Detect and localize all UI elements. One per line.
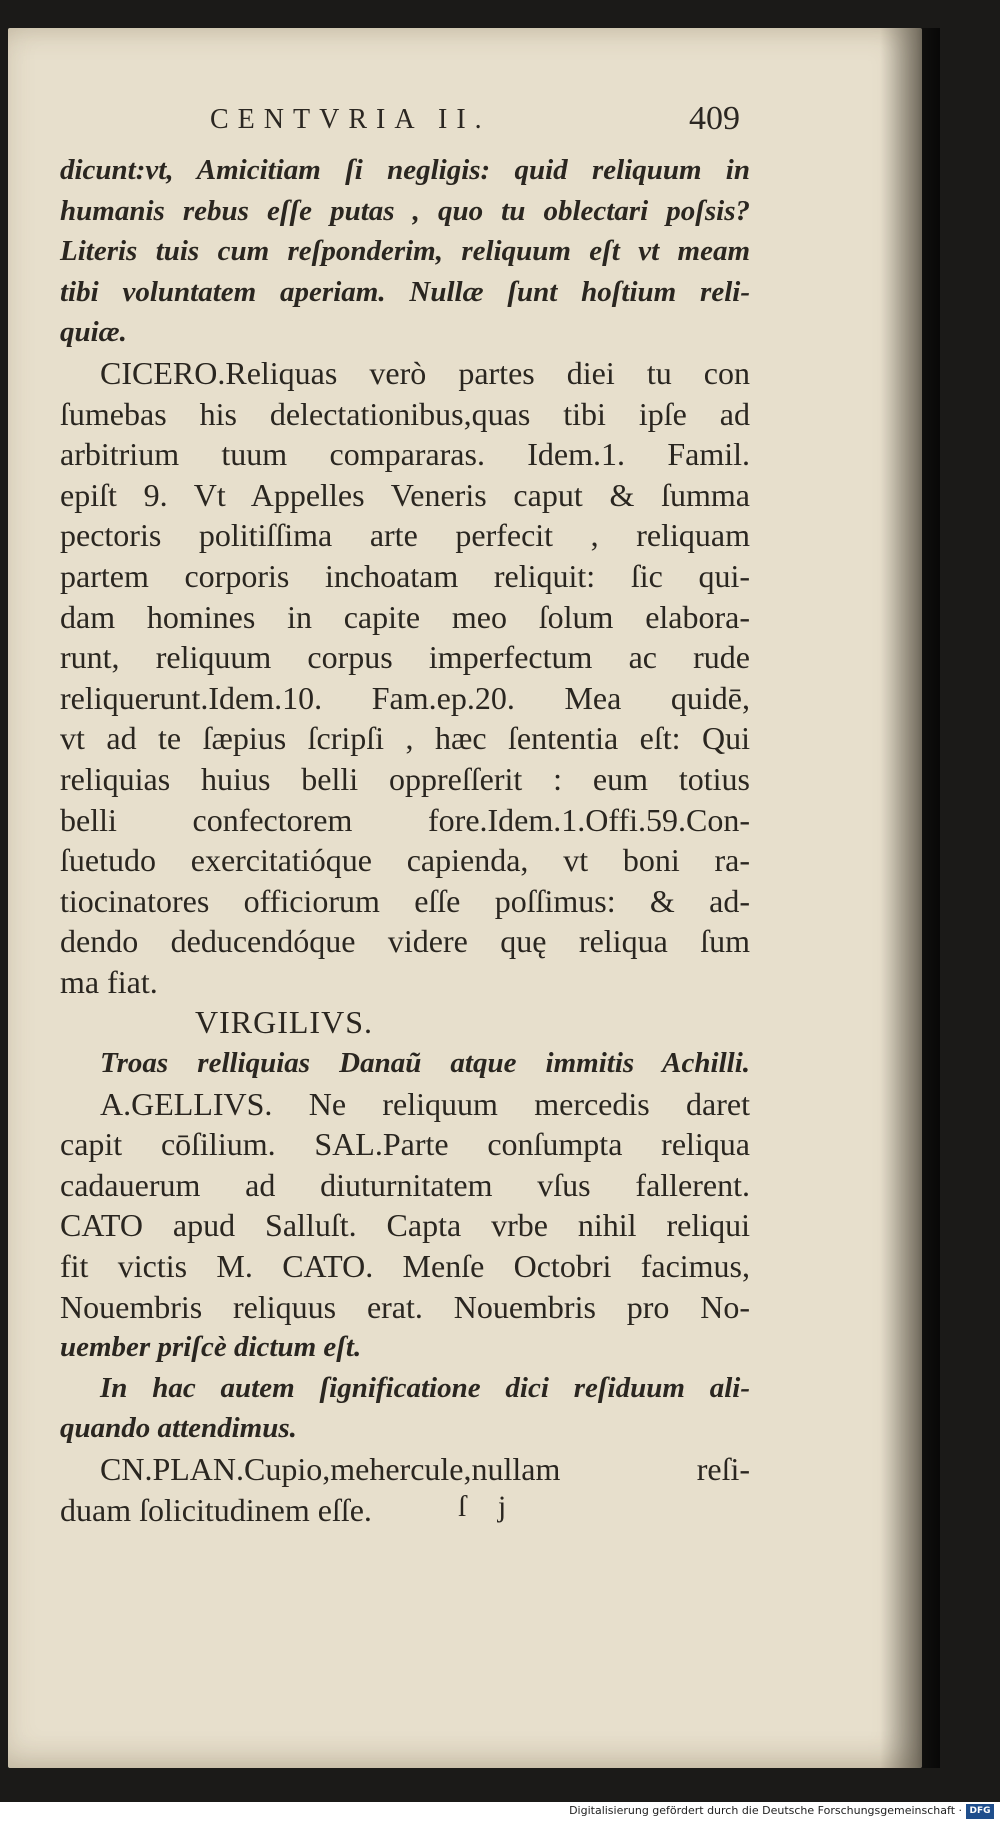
text-line: epiſt 9. Vt Appelles Veneris caput & ſumma	[60, 476, 750, 513]
text-line: duam ſolicitudinem eſſe.	[60, 1491, 372, 1528]
text-line: dicunt:vt, Amicitiam ſi negligis: quid reliquum in	[60, 154, 750, 186]
text-line: arbitrium tuum compararas. Idem.1. Famil.	[60, 436, 750, 473]
funding-credit: Digitalisierung gefördert durch die Deutsche Forschungsgemeinschaft ·	[569, 1804, 962, 1817]
text-line: vt ad te ſæpius ſcripſi , hæc ſententia eſt: Qui	[60, 720, 750, 757]
body-text	[60, 150, 750, 1530]
text-line: partem corporis inchoatam reliquit: ſic qui-	[60, 557, 750, 594]
text-line: tibi voluntatem aperiam. Nullæ ſunt hoſtium reli-	[60, 275, 750, 308]
text-line: belli confectorem fore.Idem.1.Offi.59.Con-	[60, 801, 750, 838]
page-header	[60, 100, 740, 144]
text-line: ſumebas his delectationibus,quas tibi ipſe ad	[60, 395, 750, 432]
text-line: humanis rebus eſſe putas , quo tu oblectari poſsis?	[60, 194, 750, 227]
printer-signature-mark: ſ j	[458, 1490, 519, 1523]
dfg-logo: DFG	[966, 1804, 994, 1819]
text-line: reliquerunt.Idem.10. Fam.ep.20. Mea quidē,	[60, 679, 750, 716]
text-line: CATO apud Salluſt. Capta vrbe nihil reliqui	[60, 1207, 750, 1244]
text-line: CICERO.Reliquas verò partes diei tu con	[100, 354, 750, 391]
text-line: ſuetudo exercitatióque capienda, vt boni ra-	[60, 842, 750, 879]
text-line: Literis tuis cum reſponderim, reliquum eſt vt meam	[60, 235, 750, 268]
text-line: uember priſcè dictum eſt.	[60, 1331, 362, 1364]
text-line: VIRGILIVS.	[195, 1004, 373, 1041]
text-line: pectoris politiſſima arte perfecit , reliquam	[60, 517, 750, 554]
text-line: fit victis M. CATO. Menſe Octobri facimus,	[60, 1248, 750, 1285]
page-edge-shadow	[880, 28, 940, 1768]
text-line: Troas relliquias Danaũ atque immitis Achilli.	[100, 1047, 750, 1080]
text-line: Nouembris reliquus erat. Nouembris pro No-	[60, 1288, 750, 1325]
text-line: dam homines in capite meo ſolum elabora-	[60, 598, 750, 635]
text-line: runt, reliquum corpus imperfectum ac rude	[60, 639, 750, 676]
text-line: CN.PLAN.Cupio,mehercule,nullam reſi-	[100, 1451, 750, 1487]
running-title: CENTVRIA II.	[210, 104, 491, 135]
text-line: A.GELLIVS. Ne reliquum mercedis daret	[100, 1085, 750, 1122]
text-line: ma fiat.	[60, 963, 158, 1000]
text-line: tiocinatores officiorum eſſe poſſimus: & ad-	[60, 882, 750, 919]
text-line: In hac autem ſignificatione dici reſiduum ali-	[100, 1371, 750, 1404]
text-line: quiæ.	[60, 316, 127, 349]
page-number: 409	[689, 100, 740, 137]
text-line: quando attendimus.	[60, 1412, 297, 1445]
text-line: dendo deducendóque videre quę reliqua ſum	[60, 923, 750, 960]
text-line: capit cōſilium. SAL.Parte conſumpta reliqua	[60, 1126, 750, 1163]
text-line: reliquias huius belli oppreſſerit : eum totius	[60, 760, 750, 797]
text-line: cadauerum ad diuturnitatem vſus fallerent.	[60, 1166, 750, 1203]
